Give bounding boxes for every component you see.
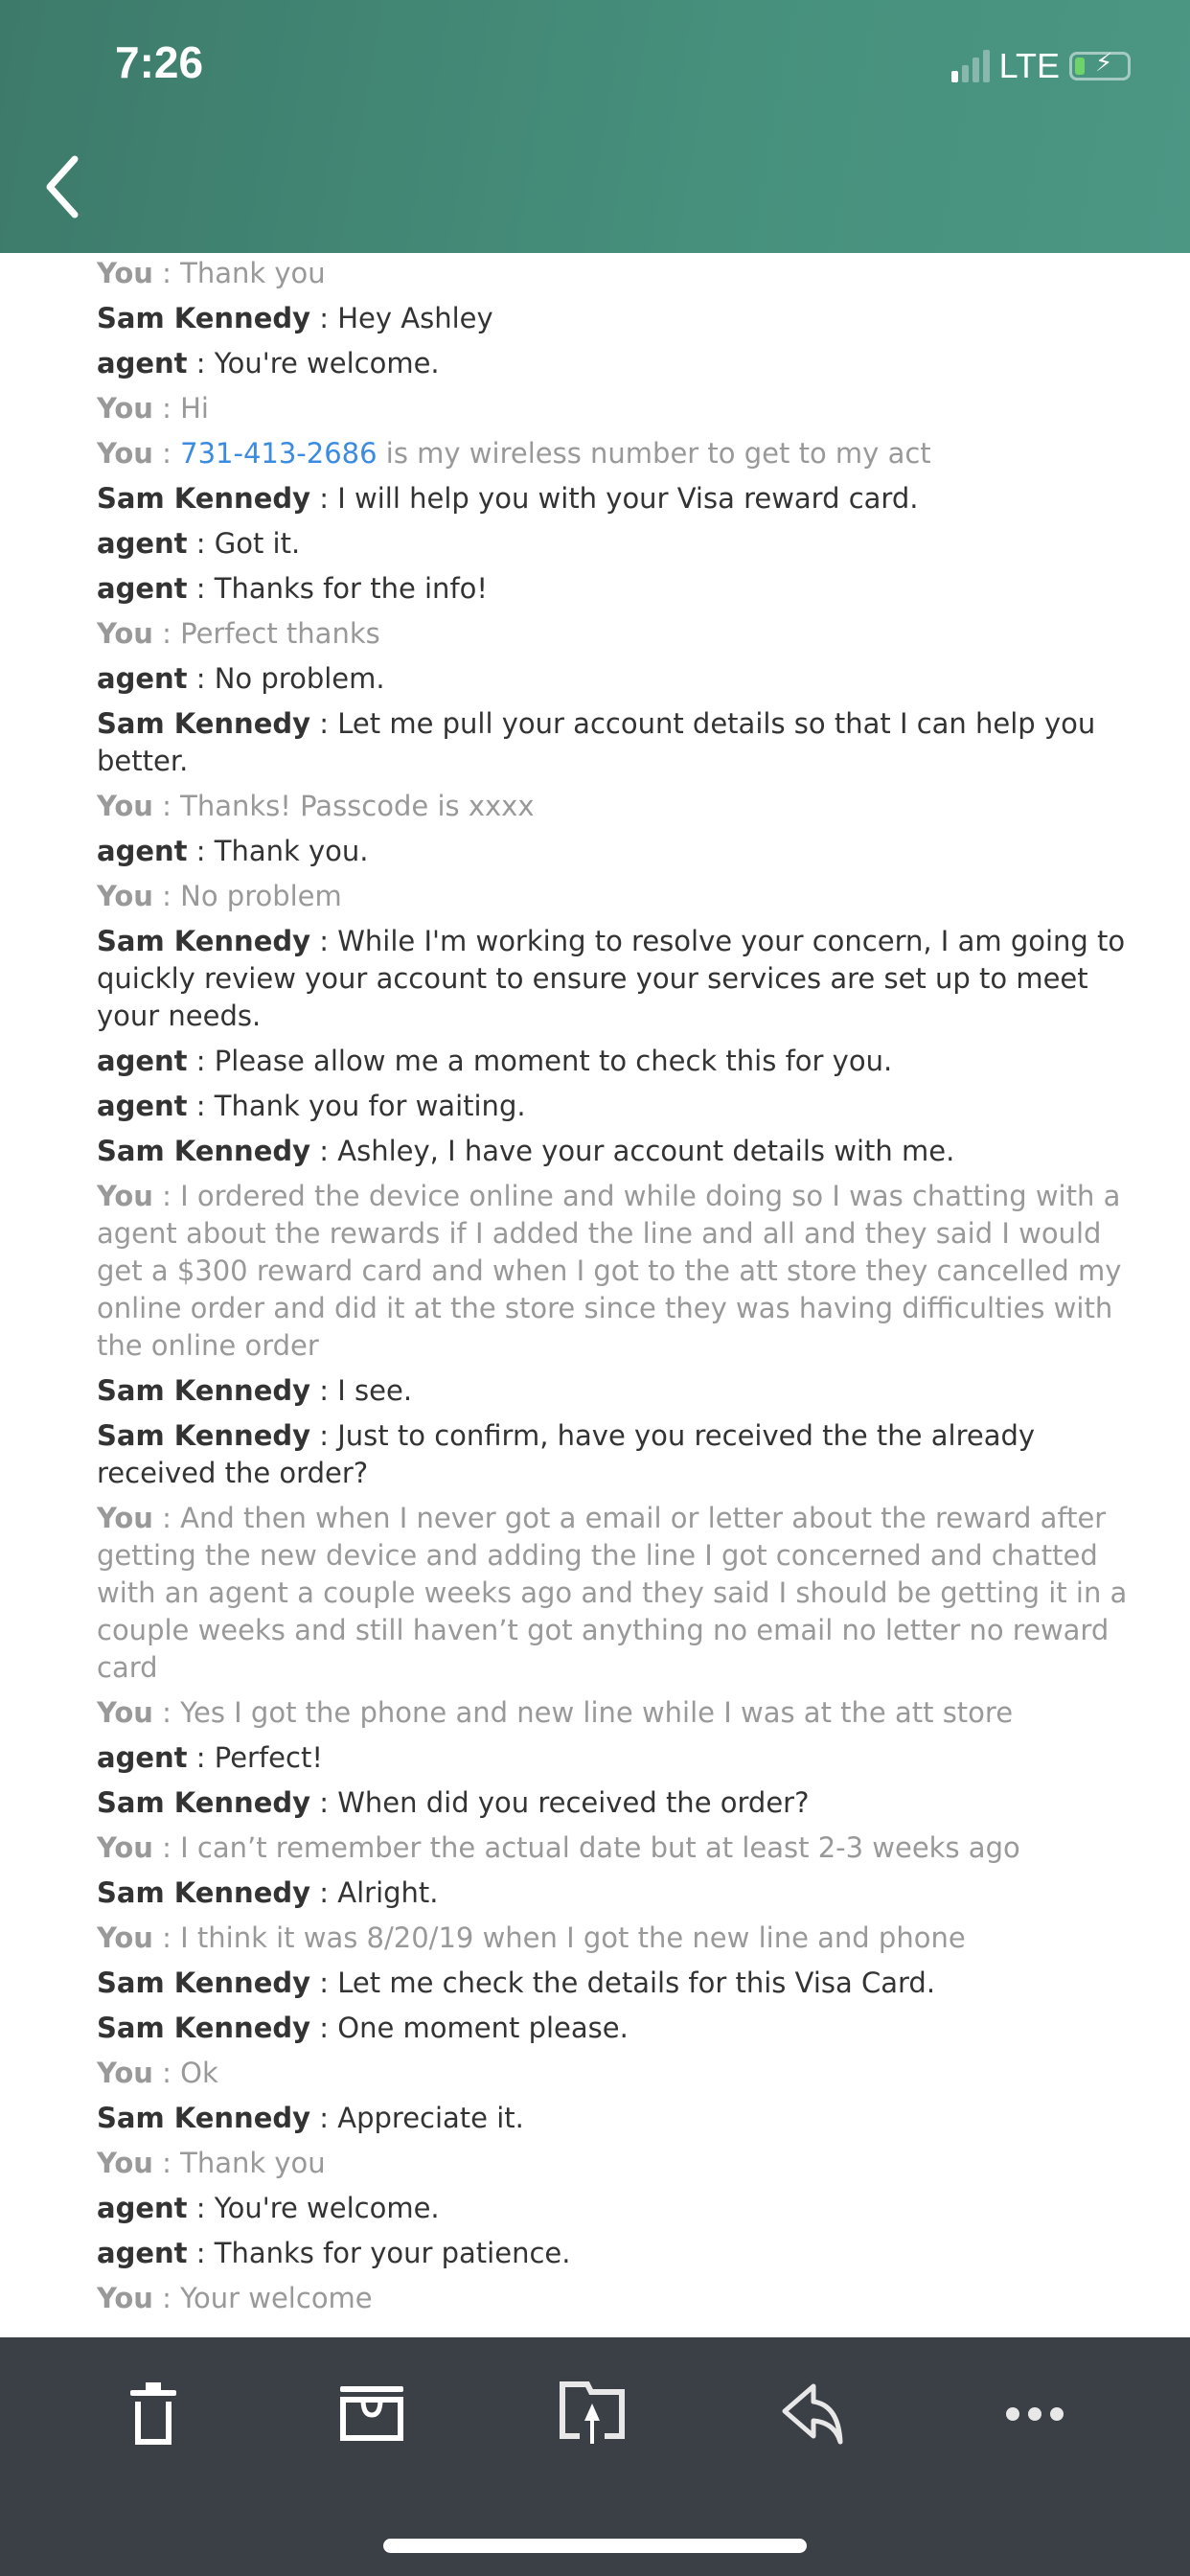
message-text: Ashley, I have your account details with me. (337, 1135, 955, 1167)
sender-separator: : (310, 1966, 338, 1999)
message-sender: You (97, 392, 153, 425)
network-type: LTE (998, 46, 1060, 85)
message-sender: You (97, 257, 153, 289)
message-sender: Sam Kennedy (97, 1135, 311, 1167)
message-text: I think it was 8/20/19 when I got the new line and phone (180, 1921, 966, 1954)
message-sender: You (97, 1696, 153, 1729)
message-sender: Sam Kennedy (97, 925, 311, 957)
sender-separator: : (152, 2282, 181, 2314)
battery-charging-icon: ⚡ (1069, 52, 1131, 80)
chat-message (0, 390, 1190, 427)
message-sender: agent (97, 835, 188, 867)
chat-message (0, 833, 1190, 870)
message-text: When did you received the order? (337, 1786, 810, 1819)
message-sender: Sam Kennedy (97, 707, 311, 740)
message-text: You're welcome. (214, 2192, 440, 2224)
sender-separator: : (152, 2057, 181, 2089)
archive-button[interactable] (333, 2376, 410, 2452)
message-sender: Sam Kennedy (97, 482, 311, 515)
message-text: Thank you. (214, 835, 369, 867)
sender-separator: : (187, 2237, 215, 2269)
message-sender: You (97, 2282, 153, 2314)
sender-separator: : (152, 1696, 181, 1729)
chat-message (0, 255, 1190, 292)
sender-separator: : (152, 1180, 181, 1212)
chat-message (0, 660, 1190, 698)
status-time: 7:26 (115, 37, 204, 87)
chat-message (0, 435, 1190, 472)
chat-message (0, 1739, 1190, 1777)
bottom-toolbar (0, 2337, 1190, 2576)
signal-icon (951, 50, 990, 82)
chat-message (0, 1133, 1190, 1170)
message-sender: You (97, 790, 153, 822)
sender-separator: : (310, 1419, 338, 1452)
sender-separator: : (152, 880, 181, 912)
back-button[interactable] (38, 153, 86, 220)
chat-message (0, 2235, 1190, 2272)
message-sender: You (97, 880, 153, 912)
chat-message (0, 1417, 1190, 1492)
message-text: Thank you (180, 2147, 326, 2179)
message-sender: Sam Kennedy (97, 302, 311, 334)
chat-message (0, 1965, 1190, 2002)
archive-icon (338, 2380, 405, 2448)
sender-separator: : (187, 1090, 215, 1122)
chat-message (0, 570, 1190, 608)
chat-message (0, 480, 1190, 518)
more-button[interactable] (996, 2376, 1073, 2452)
chat-message (0, 1372, 1190, 1410)
sender-separator: : (187, 347, 215, 380)
message-text: Thanks for the info! (214, 572, 489, 605)
message-text: Thanks! Passcode is xxxx (180, 790, 535, 822)
message-text: Just to confirm, have you received the the already received the order? (97, 1419, 1044, 1489)
message-text: Thanks for your patience. (214, 2237, 571, 2269)
message-text: Appreciate it. (337, 2102, 524, 2134)
status-indicators (951, 46, 1131, 86)
more-icon (1001, 2400, 1068, 2428)
sender-separator: : (310, 302, 338, 334)
sender-separator: : (310, 707, 338, 740)
sender-separator: : (187, 2192, 215, 2224)
sender-separator: : (152, 1831, 181, 1864)
chat-message (0, 2010, 1190, 2047)
message-sender: You (97, 1831, 153, 1864)
message-text: Got it. (214, 527, 301, 560)
message-sender: Sam Kennedy (97, 2012, 311, 2044)
sender-separator: : (152, 2147, 181, 2179)
chevron-left-icon (38, 153, 86, 220)
delete-button[interactable] (115, 2376, 192, 2452)
message-text: I see. (337, 1374, 413, 1407)
message-sender: You (97, 437, 153, 470)
message-sender: agent (97, 1045, 188, 1077)
sender-separator: : (310, 2012, 338, 2044)
message-text: Hi (180, 392, 209, 425)
chat-message (0, 1088, 1190, 1125)
sender-separator: : (310, 1135, 338, 1167)
message-sender: agent (97, 1090, 188, 1122)
message-text: Please allow me a moment to check this for you. (214, 1045, 893, 1077)
message-text: One moment please. (337, 2012, 629, 2044)
message-sender: Sam Kennedy (97, 1966, 311, 1999)
header-bar (0, 0, 1190, 253)
chat-message (0, 1829, 1190, 1867)
message-sender: agent (97, 2192, 188, 2224)
message-text: I will help you with your Visa reward card. (337, 482, 919, 515)
chat-message (0, 878, 1190, 915)
message-text: And then when I never got a email or letter about the reward after getting the new device and adding the line I got concerned and chatted with an agent a couple weeks ago and they said I should be getting it in a couple weeks and still haven’t got anything no email no letter no reward card (97, 1502, 1136, 1684)
message-text: Hey Ashley (337, 302, 493, 334)
chat-message (0, 2280, 1190, 2317)
reply-button[interactable] (774, 2376, 851, 2452)
sender-separator: : (152, 617, 181, 650)
message-sender: agent (97, 527, 188, 560)
sender-separator: : (187, 1741, 215, 1774)
message-sender: You (97, 2057, 153, 2089)
sender-separator: : (310, 1876, 338, 1909)
message-sender: Sam Kennedy (97, 1786, 311, 1819)
message-sender: agent (97, 662, 188, 695)
message-text: Alright. (337, 1876, 439, 1909)
message-sender: agent (97, 2237, 188, 2269)
reply-icon (779, 2380, 846, 2448)
message-text: While I'm working to resolve your concern, I am going to quickly review your account to ensure your services are set up to meet your needs. (97, 925, 1134, 1032)
chat-message (0, 2100, 1190, 2137)
sender-separator: : (310, 925, 338, 957)
message-text: Perfect! (214, 1741, 323, 1774)
sender-separator: : (187, 572, 215, 605)
message-text: Let me check the details for this Visa Card. (337, 1966, 936, 1999)
message-sender: agent (97, 572, 188, 605)
message-sender: Sam Kennedy (97, 1374, 311, 1407)
move-button[interactable] (554, 2376, 630, 2452)
chat-message (0, 788, 1190, 825)
message-text: Ok (180, 2057, 218, 2089)
message-text: I ordered the device online and while doing so I was chatting with a agent about the rewards if I added the line and all and they said I would get a $300 reward card and when I got to the att store they cancelled my online order and did it at the store since they was having difficulties with the online order (97, 1180, 1131, 1362)
chat-message (0, 1178, 1190, 1365)
message-sender: You (97, 1502, 153, 1534)
sender-separator: : (152, 257, 181, 289)
message-sender: You (97, 1921, 153, 1954)
home-indicator[interactable] (383, 2539, 807, 2553)
sender-separator: : (187, 662, 215, 695)
sender-separator: : (310, 1786, 338, 1819)
sender-separator: : (187, 835, 215, 867)
sender-separator: : (310, 1374, 338, 1407)
message-sender: agent (97, 1741, 188, 1774)
message-sender: Sam Kennedy (97, 1876, 311, 1909)
sender-separator: : (187, 527, 215, 560)
message-text: No problem (180, 880, 342, 912)
sender-separator: : (152, 1502, 181, 1534)
message-text: Thank you (180, 257, 326, 289)
chat-message (0, 705, 1190, 780)
chat-message (0, 345, 1190, 382)
chat-message (0, 1920, 1190, 1957)
chat-transcript (0, 255, 1190, 2325)
chat-message (0, 1784, 1190, 1822)
sender-separator: : (152, 437, 181, 470)
sender-separator: : (187, 1045, 215, 1077)
message-sender: You (97, 617, 153, 650)
chat-message (0, 615, 1190, 653)
message-text: No problem. (214, 662, 385, 695)
chat-message (0, 2145, 1190, 2182)
sender-separator: : (152, 1921, 181, 1954)
chat-message (0, 1694, 1190, 1732)
message-text: is my wireless number to get to my act (377, 437, 931, 470)
sender-separator: : (152, 392, 181, 425)
chat-message (0, 300, 1190, 337)
move-to-folder-icon (559, 2380, 626, 2448)
chat-message (0, 1043, 1190, 1080)
chat-message (0, 1500, 1190, 1687)
message-text: Thank you for waiting. (214, 1090, 526, 1122)
sender-separator: : (152, 790, 181, 822)
message-sender: You (97, 2147, 153, 2179)
message-sender: You (97, 1180, 153, 1212)
chat-message (0, 923, 1190, 1035)
chat-message (0, 2190, 1190, 2227)
chat-message (0, 1874, 1190, 1912)
trash-icon (125, 2380, 182, 2448)
message-text: Your welcome (180, 2282, 373, 2314)
sender-separator: : (310, 2102, 338, 2134)
sender-separator: : (310, 482, 338, 515)
message-text: Perfect thanks (180, 617, 380, 650)
message-sender: agent (97, 347, 188, 380)
message-sender: Sam Kennedy (97, 2102, 311, 2134)
message-text: You're welcome. (214, 347, 440, 380)
chat-message (0, 2055, 1190, 2092)
message-text: Yes I got the phone and new line while I was at the att store (180, 1696, 1014, 1729)
chat-message (0, 525, 1190, 563)
message-text: Let me pull your account details so that I can help you better. (97, 707, 1105, 777)
message-text: I can’t remember the actual date but at least 2-3 weeks ago (180, 1831, 1020, 1864)
message-sender: Sam Kennedy (97, 1419, 311, 1452)
phone-number-link[interactable]: 731-413-2686 (180, 437, 378, 470)
